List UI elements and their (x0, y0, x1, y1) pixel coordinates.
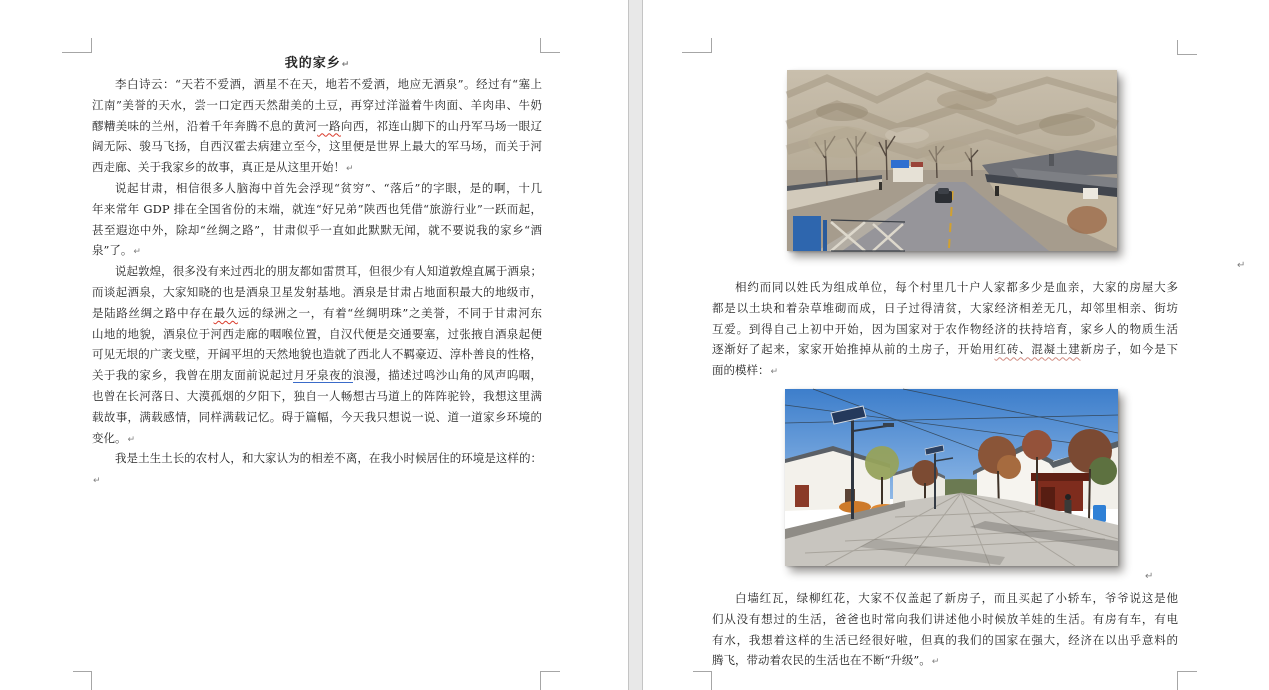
text-run: 泉”了。 (92, 243, 133, 258)
paragraph-mark: ↵ (127, 434, 136, 445)
paragraph-3-line: 也曾在长河落日、大漠孤烟的夕阳下，独自一人畅想古马道上的阵阵驼铃，我想这里满 (92, 388, 542, 403)
paragraph-3-line (92, 365, 542, 386)
text-run: 远的绿洲之一，有着“丝绸明珠”之美誉，不同于甘肃河东 (237, 305, 543, 320)
paragraph-mark: ↵ (341, 60, 350, 70)
text-run: 逐渐好了起来，家家开始推掉从前的土房子，开始用 (712, 342, 995, 357)
paragraph-4-line (92, 448, 542, 487)
page-2-text-area-upper[interactable] (712, 277, 1178, 381)
paragraph-2-line: 年来常年 GDP 排在全国省份的末端，就连“好兄弟”陕西也凭借“旅游行业”一跃而起， (92, 201, 542, 216)
paragraph-5-line: 都是以土块和着杂草堆砌而成，日子过得清贫，大家经济相差无几，却邻里相亲、街坊 (712, 300, 1178, 315)
paragraph-3-line (92, 303, 542, 324)
spellcheck-underlined-text: 最久 (213, 305, 238, 320)
crop-mark-icon (73, 671, 92, 690)
paragraph-5-line: 互爱。到得自己上初中开始，因为国家对于农作物经济的扶持培育，家乡人的物质生活 (712, 321, 1178, 336)
photo-old-village-illustration (787, 70, 1117, 251)
text-run: 向西，祁连山脚下的山丹军马场一眼辽 (340, 118, 543, 133)
text-run: 是陆路丝绸之路中存在 (92, 305, 214, 320)
text-run: 我是土生土长的农村人，和大家认为的相差不离，在我小时候居住的环境是这样的： (115, 451, 542, 466)
paragraph-mark: ↵ (1237, 260, 1246, 271)
crop-mark-icon (62, 38, 92, 53)
page-2-text-area-lower[interactable] (712, 588, 1178, 671)
spellcheck-underlined-text: 一路 (317, 118, 341, 133)
spellcheck-underlined-text: 红砖、混凝土建 (994, 342, 1081, 357)
page-gap (628, 0, 643, 690)
page-1[interactable] (0, 0, 628, 690)
crop-mark-icon (540, 671, 560, 690)
paragraph-2-line (92, 240, 542, 261)
paragraph-2-line: 说起甘肃，相信很多人脑海中首先会浮现“贫穷”、“落后”的字眼，是的啊，十几 (115, 180, 542, 195)
paragraph-3-line: 载故事，满载感情，同样满载记忆。碍于篇幅，今天我只想说一说、道一道家乡环境的 (92, 409, 542, 424)
text-run: 面的模样： (712, 363, 770, 378)
paragraph-1-line: 江南”美誉的天水，尝一口定西天然甜美的土豆，再穿过洋溢着牛肉面、羊肉串、牛奶 (92, 97, 542, 112)
document-title: 我的家乡↵ (284, 56, 350, 71)
paragraph-3-line: 可见无垠的广袤戈壁，开阔平坦的天然地貌也造就了西北人不羁豪迈、淳朴善良的性格， (92, 347, 542, 362)
paragraph-3-line (92, 428, 542, 449)
text-run: 西走廊、关于我家乡的故事，真正是从这里开始！ (92, 160, 345, 175)
paragraph-2-line: 甚至遐迩中外，除却“丝绸之路”，甘肃似乎一直如此默默无闻，就不要说我的家乡“酒 (92, 222, 542, 237)
text-run: 变化。 (92, 430, 127, 445)
paragraph-mark: ↵ (1145, 571, 1154, 582)
crop-mark-icon (693, 671, 712, 690)
paragraph-mark: ↵ (346, 164, 354, 175)
crop-mark-icon (540, 38, 560, 53)
hyperlink-text[interactable]: 月牙泉夜的 (293, 368, 353, 383)
paragraph-5-line (712, 360, 1178, 381)
paragraph-mark: ↵ (93, 476, 101, 487)
text-run: 关于我的家乡，我曾在朋友面前说起过 (92, 368, 294, 383)
paragraph-1-line: 李白诗云：“天若不爱酒，酒星不在天，地若不爱酒，地应无酒泉”。经过有“塞上 (115, 77, 542, 91)
photo-old-village-street[interactable] (787, 70, 1117, 251)
text-run: 腾飞，带动着农民的生活也在不断“升级”。 (712, 653, 931, 668)
paragraph-1-line: 阔无际、骏马飞扬，自西汉霍去病建立至今，这里便是世界上最大的军马场，而关于河 (92, 139, 542, 154)
paragraph-mark: ↵ (133, 247, 141, 258)
paragraph-1-line (92, 116, 542, 137)
paragraph-mark: ↵ (931, 657, 940, 668)
page-1-text-area[interactable] (92, 53, 543, 487)
paragraph-6-line: 有水，我想着这样的生活已经很好啦，但真的我们的国家在强大，经济在以出乎意料的 (712, 632, 1178, 647)
paragraph-mark: ↵ (770, 367, 779, 378)
paragraph-3-line: 而谈起酒泉，大家知晓的也是酒泉卫星发射基地。酒泉是甘肃占地面积最大的地级市， (92, 284, 542, 299)
crop-mark-icon (1177, 40, 1197, 55)
photo-new-village-street[interactable] (785, 389, 1118, 566)
paragraph-5-line (712, 339, 1178, 360)
text-run: 醪糟美味的兰州，沿着千年奔腾不息的黄河 (92, 118, 318, 133)
crop-mark-icon (1177, 671, 1197, 690)
paragraph-3-line: 山地的地貌，酒泉位于河西走廊的咽喉位置，自汉代便是交通要塞，过张掖自酒泉起便 (92, 326, 542, 341)
crop-mark-icon (682, 38, 712, 53)
paragraph-6-line: 白墙红瓦，绿柳红花，大家不仅盖起了新房子，而且买起了小轿车，爷爷说这是他 (735, 591, 1178, 605)
paragraph-6-line: 们从没有想过的生活，爸爸也时常向我们讲述他小时候放羊娃的生活。有房有车，有电 (712, 611, 1178, 626)
paragraph-3-line: 说起敦煌，很多没有来过西北的朋友都如雷贯耳，但很少有人知道敦煌直属于酒泉； (115, 264, 542, 279)
page-2[interactable] (643, 0, 1269, 690)
text-run: 新房子，如今是下 (1080, 342, 1179, 357)
text-run: 浪漫，描述过鸣沙山角的风声呜咽， (352, 368, 543, 383)
paragraph-5-line: 相约而同以姓氏为组成单位，每个村里几十户人家都多少是血亲，大家的房屋大多 (735, 280, 1178, 294)
paragraph-1-line (92, 157, 542, 178)
paragraph-6-line (712, 650, 1178, 671)
photo-new-village-illustration (785, 389, 1118, 566)
